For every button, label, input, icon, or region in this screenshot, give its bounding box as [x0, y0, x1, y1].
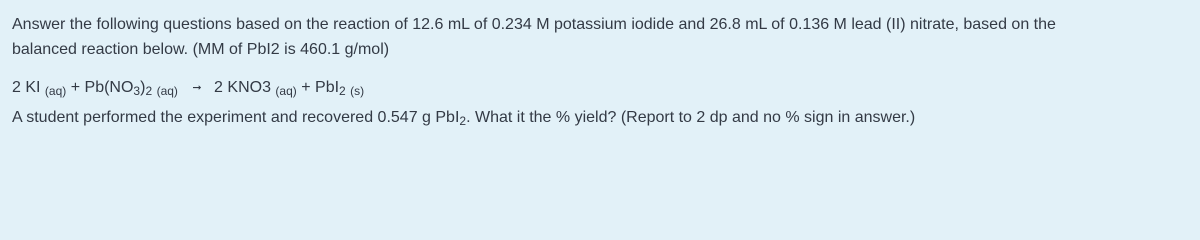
product-2-formula: PbI [315, 79, 340, 96]
product-2 [315, 79, 346, 96]
question-text-line-2: balanced reaction below. (MM of PbI2 is 460.1 g/mol) [12, 41, 390, 58]
question-prompt [12, 108, 915, 128]
reactant-1-state: (aq) [44, 84, 67, 98]
reactant-2-part-b: ) [140, 79, 146, 96]
reactant-2 [85, 79, 153, 96]
reactant-2-subscript-2: 2 [145, 84, 153, 98]
balanced-equation [12, 78, 364, 99]
product-2-subscript: 2 [339, 84, 346, 98]
question-prompt-part-a: A student performed the experiment and recovered 0.547 g PbI [12, 109, 460, 126]
question-prompt-part-b: . What it the % yield? (Report to 2 dp and no % sign in answer.) [466, 109, 916, 126]
plus-sign-2: + [301, 79, 311, 96]
reaction-arrow-icon: ➞ [192, 82, 202, 94]
reactant-2-part-a: Pb(NO [84, 79, 134, 96]
product-1-state: (aq) [275, 84, 297, 98]
product-1: 2 KNO3 [214, 79, 271, 96]
question-prompt-subscript: 2 [459, 114, 467, 128]
plus-sign-1: + [70, 79, 81, 96]
reactant-2-state: (aq) [156, 84, 178, 98]
reactant-2-subscript-3: 3 [133, 84, 141, 98]
reactant-1: 2 KI [12, 79, 41, 96]
product-2-state: (s) [350, 84, 365, 98]
question-text-line-1: Answer the following questions based on the reaction of 12.6 mL of 0.234 M potassium iodide and 26.8 mL of 0.136 M lead (II) nitrate, based on the [12, 16, 1056, 33]
